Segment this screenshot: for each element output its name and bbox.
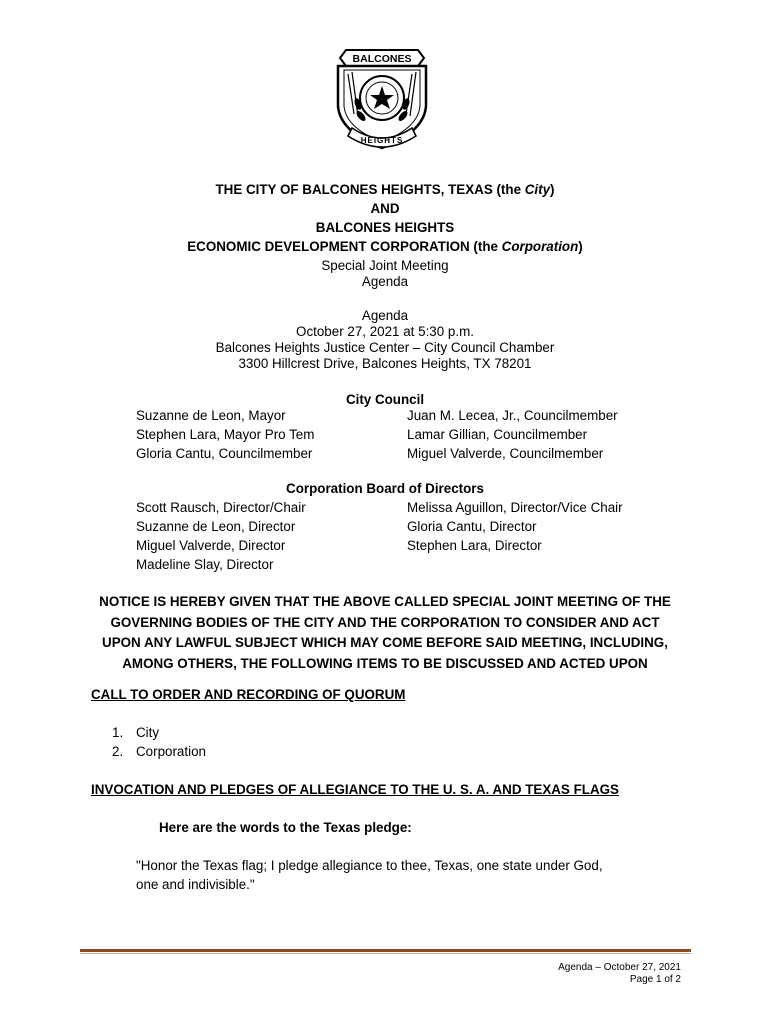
notice-line: UPON ANY LAWFUL SUBJECT WHICH MAY COME BEFORE SAID MEETING, INCLUDING, xyxy=(102,635,668,651)
meeting-type: Special Joint Meeting xyxy=(321,258,449,273)
board-member: Madeline Slay, Director xyxy=(136,557,274,572)
board-member: Melissa Aguillon, Director/Vice Chair xyxy=(407,500,623,515)
board-member: Scott Rausch, Director/Chair xyxy=(136,500,306,515)
agenda-heading: Agenda xyxy=(361,274,409,289)
notice-line: NOTICE IS HEREBY GIVEN THAT THE ABOVE CALLED SPECIAL JOINT MEETING OF THE xyxy=(99,594,671,609)
notice-line: GOVERNING BODIES OF THE CITY AND THE CORPORATION TO CONSIDER AND ACT xyxy=(110,614,660,630)
council-member: Miguel Valverde, Councilmember xyxy=(407,446,604,461)
list-item-number: 2. xyxy=(112,744,124,759)
meeting-location: Balcones Heights Justice Center – City Council Chamber xyxy=(215,340,555,355)
pledge-text-line: one and indivisible." xyxy=(136,877,255,892)
meeting-datetime: October 27, 2021 at 5:30 p.m. xyxy=(296,324,474,339)
title-line-and: AND xyxy=(370,201,400,216)
city-seal-logo xyxy=(328,44,436,154)
title-line-edc: ECONOMIC DEVELOPMENT CORPORATION (the Corporation) xyxy=(187,239,583,254)
svg-text:BALCONES: BALCONES xyxy=(352,53,412,65)
call-to-order-heading: CALL TO ORDER AND RECORDING OF QUORUM xyxy=(91,687,406,702)
title-line-balcones-heights: BALCONES HEIGHTS xyxy=(315,220,455,235)
city-council-heading: City Council xyxy=(345,392,425,407)
board-member: Miguel Valverde, Director xyxy=(136,538,286,553)
board-member: Suzanne de Leon, Director xyxy=(136,519,296,534)
page-number: Page 1 of 2 xyxy=(629,974,681,985)
council-member: Suzanne de Leon, Mayor xyxy=(136,408,286,423)
page-footer xyxy=(558,962,681,986)
council-member: Gloria Cantu, Councilmember xyxy=(136,446,313,461)
notice-paragraph xyxy=(80,592,690,674)
council-member: Lamar Gillian, Councilmember xyxy=(407,427,588,442)
list-item: Corporation xyxy=(136,744,206,759)
list-item: City xyxy=(136,725,160,740)
board-member: Stephen Lara, Director xyxy=(407,538,542,553)
council-member: Juan M. Lecea, Jr., Councilmember xyxy=(407,408,618,423)
footer-rule-thin xyxy=(80,953,691,954)
footer-rule xyxy=(80,949,691,952)
invocation-heading: INVOCATION AND PLEDGES OF ALLEGIANCE TO THE U. S. A. AND TEXAS FLAGS xyxy=(91,782,619,797)
list-item-number: 1. xyxy=(112,725,124,740)
board-heading: Corporation Board of Directors xyxy=(286,481,484,496)
pledge-intro: Here are the words to the Texas pledge: xyxy=(159,820,412,835)
svg-text:HEIGHTS: HEIGHTS xyxy=(360,136,404,145)
footer-date: Agenda – October 27, 2021 xyxy=(558,962,681,973)
title-line-1: THE CITY OF BALCONES HEIGHTS, TEXAS (the City) xyxy=(215,182,555,197)
agenda-label: Agenda xyxy=(361,308,409,323)
pledge-text-line: "Honor the Texas flag; I pledge allegiance to thee, Texas, one state under God, xyxy=(136,858,603,873)
notice-line: AMONG OTHERS, THE FOLLOWING ITEMS TO BE DISCUSSED AND ACTED UPON xyxy=(122,655,648,671)
board-member: Gloria Cantu, Director xyxy=(407,519,537,534)
meeting-address: 3300 Hillcrest Drive, Balcones Heights, TX 78201 xyxy=(238,356,532,371)
council-member: Stephen Lara, Mayor Pro Tem xyxy=(136,427,315,442)
